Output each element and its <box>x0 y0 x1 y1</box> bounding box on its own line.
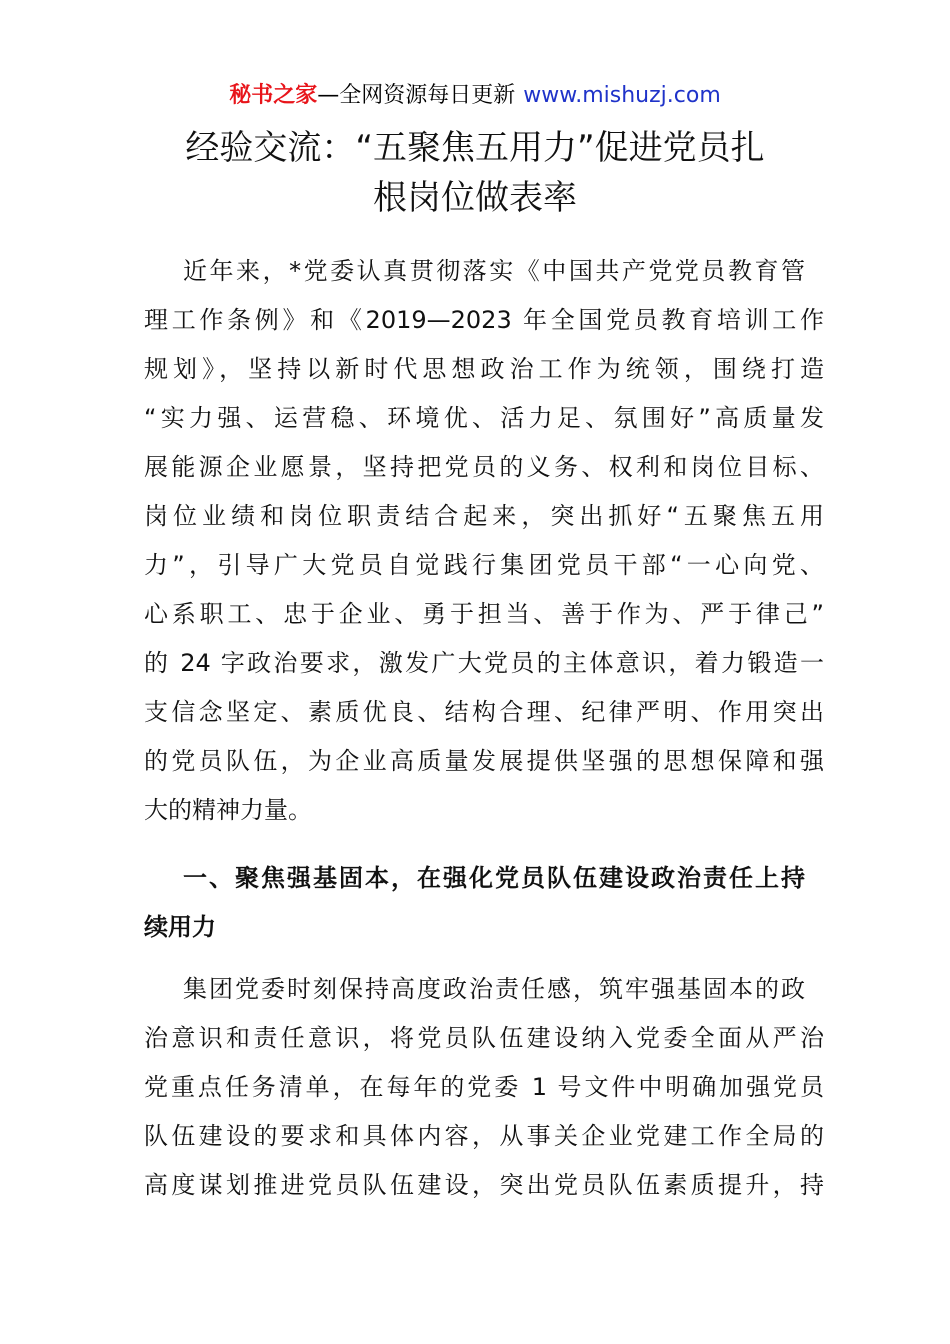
section-heading-line: 一、聚焦强基固本，在强化党员队伍建设政治责任上持 <box>183 864 805 892</box>
paragraph-line: 党重点任务清单，在每年的党委 1 号文件中明确加强党员 <box>144 1073 824 1101</box>
paragraph-line: 治意识和责任意识，将党员队伍建设纳入党委全面从严治 <box>144 1024 824 1052</box>
site-tagline: —全网资源每日更新 <box>317 83 516 108</box>
paragraph-line: 队伍建设的要求和具体内容，从事关企业党建工作全局的 <box>144 1122 824 1150</box>
site-header <box>0 80 950 112</box>
section-heading-line: 续用力 <box>144 913 216 941</box>
paragraph-line: 岗位业绩和岗位职责结合起来，突出抓好“五聚焦五用 <box>144 502 824 530</box>
paragraph-line: 支信念坚定、素质优良、结构合理、纪律严明、作用突出 <box>144 698 824 726</box>
paragraph-line: 集团党委时刻保持高度政治责任感，筑牢强基固本的政 <box>183 975 805 1003</box>
paragraph-line: 的党员队伍，为企业高质量发展提供坚强的思想保障和强 <box>144 747 824 775</box>
site-brand: 秘书之家 <box>229 83 318 108</box>
paragraph-line: 理工作条例》和《2019—2023 年全国党员教育培训工作 <box>144 306 824 334</box>
paragraph-line: 大的精神力量。 <box>144 796 312 824</box>
paragraph-line: 规划》，坚持以新时代思想政治工作为统领，围绕打造 <box>144 355 824 383</box>
paragraph-line: 高度谋划推进党员队伍建设，突出党员队伍素质提升，持 <box>144 1171 824 1199</box>
document-title-line-1: 经验交流：“五聚焦五用力”促进党员扎 <box>185 128 765 168</box>
paragraph-line: 展能源企业愿景，坚持把党员的义务、权利和岗位目标、 <box>144 453 824 481</box>
site-link[interactable]: www.mishuzj.com <box>523 83 721 108</box>
paragraph-line: 力”，引导广大党员自觉践行集团党员干部“一心向党、 <box>144 551 824 579</box>
document-title-line-2: 根岗位做表率 <box>373 178 577 218</box>
paragraph-line: 心系职工、忠于企业、勇于担当、善于作为、严于律己” <box>144 600 824 628</box>
paragraph-line: “实力强、运营稳、环境优、活力足、氛围好”高质量发 <box>144 404 824 432</box>
paragraph-line: 近年来，*党委认真贯彻落实《中国共产党党员教育管 <box>183 257 805 285</box>
paragraph-line: 的 24 字政治要求，激发广大党员的主体意识，着力锻造一 <box>144 649 824 677</box>
